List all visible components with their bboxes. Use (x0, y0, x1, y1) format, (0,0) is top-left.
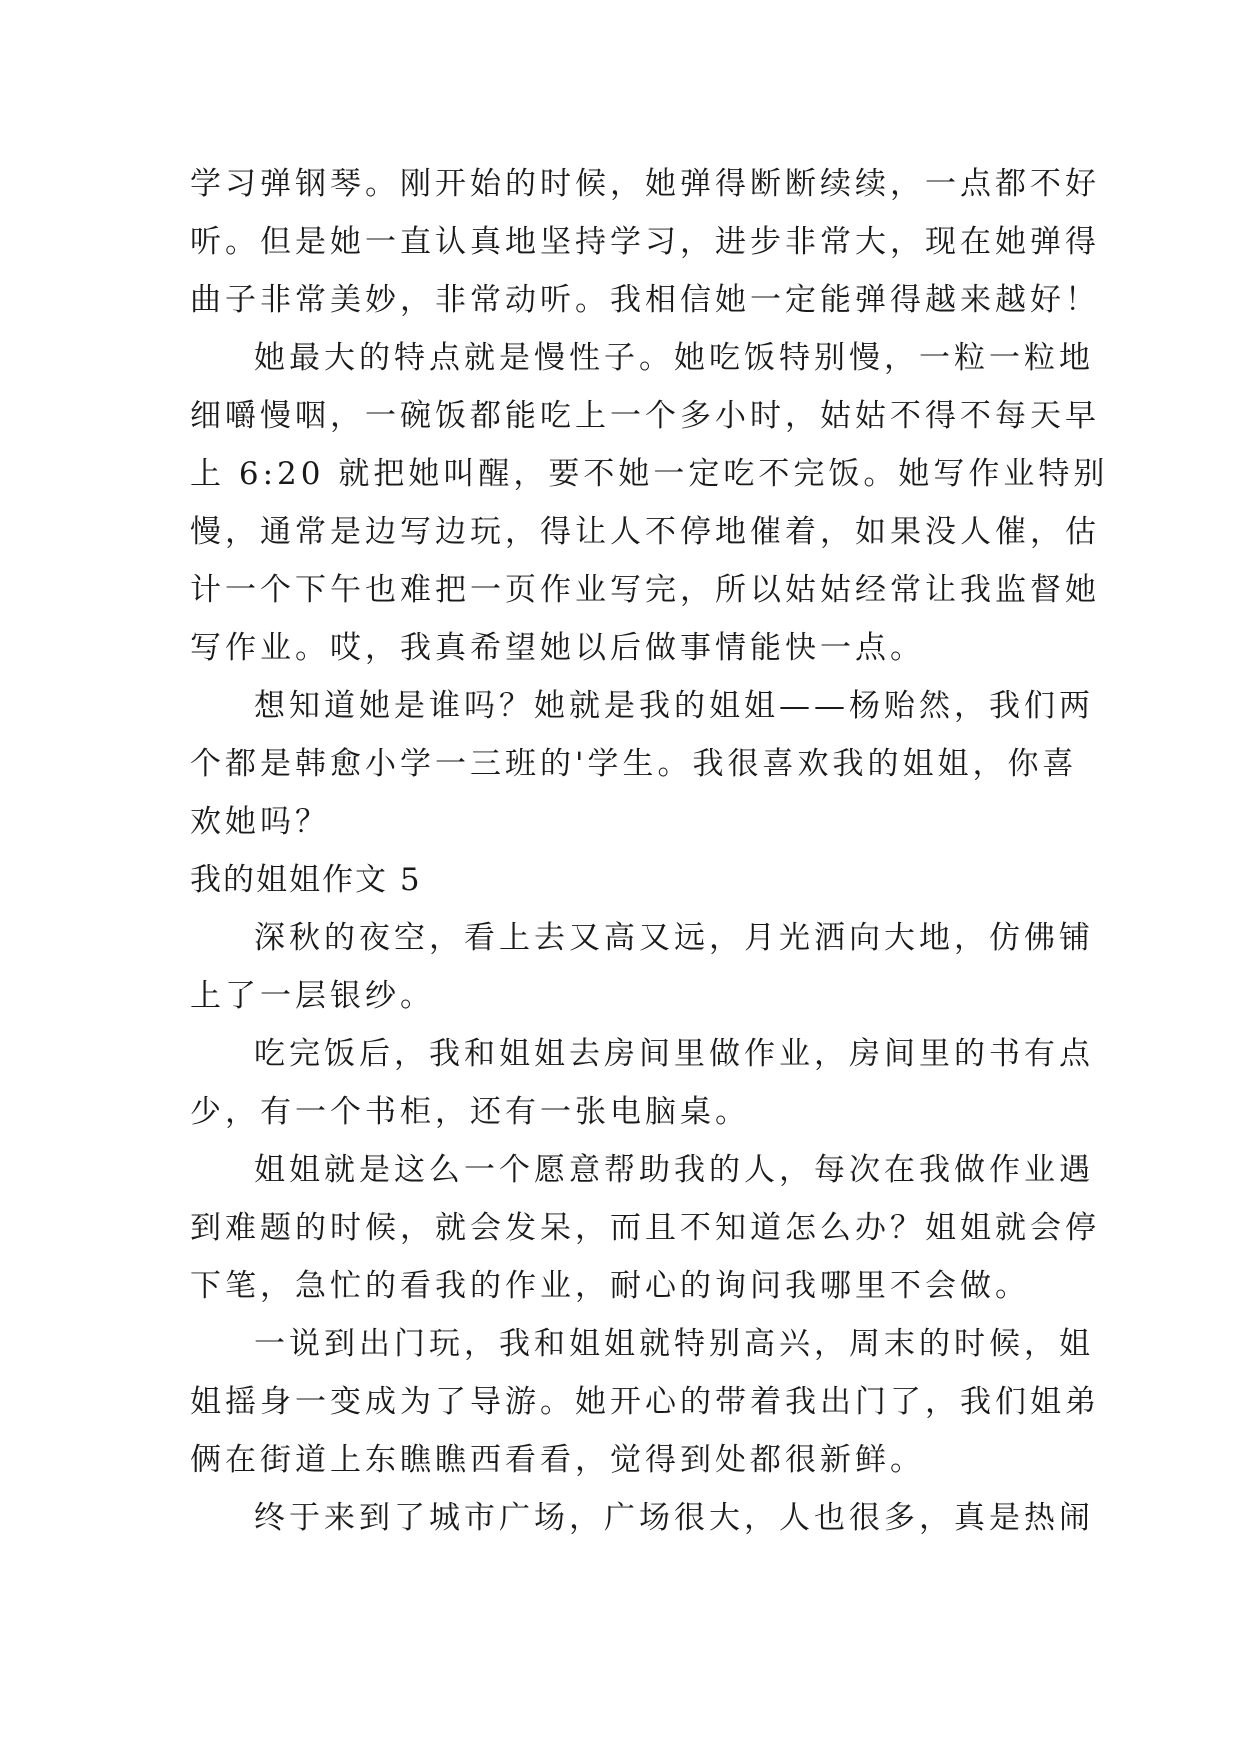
text-line: 个都是韩愈小学一三班的'学生。我很喜欢我的姐姐，你喜 (190, 746, 1078, 782)
text-line: 姐姐就是这么一个愿意帮助我的人，每次在我做作业遇 (254, 1152, 1094, 1188)
text-line: 一说到出门玩，我和姐姐就特别高兴，周末的时候，姐 (254, 1326, 1094, 1362)
text-line: 计一个下午也难把一页作业写完，所以姑姑经常让我监督她 (190, 572, 1100, 608)
text-line: 想知道她是谁吗？她就是我的姐姐——杨贻然，我们两 (254, 688, 1094, 724)
text-line: 欢她吗？ (190, 804, 330, 840)
text-line: 慢，通常是边写边玩，得让人不停地催着，如果没人催，估 (190, 514, 1100, 550)
text-line: 深秋的夜空，看上去又高又远，月光洒向大地，仿佛铺 (254, 920, 1094, 956)
text-line: 俩在街道上东瞧瞧西看看，觉得到处都很新鲜。 (190, 1442, 925, 1478)
text-line: 到难题的时候，就会发呆，而且不知道怎么办？姐姐就会停 (190, 1210, 1100, 1246)
text-line: 听。但是她一直认真地坚持学习，进步非常大，现在她弹得 (190, 224, 1100, 260)
text-line: 学习弹钢琴。刚开始的时候，她弹得断断续续，一点都不好 (190, 166, 1100, 202)
text-line: 少，有一个书柜，还有一张电脑桌。 (190, 1094, 750, 1130)
section-heading: 我的姐姐作文 5 (190, 862, 422, 898)
text-line: 上 6:20 就把她叫醒，要不她一定吃不完饭。她写作业特别 (190, 456, 1109, 492)
text-line: 下笔，急忙的看我的作业，耐心的询问我哪里不会做。 (190, 1268, 1030, 1304)
text-line: 姐摇身一变成为了导游。她开心的带着我出门了，我们姐弟 (190, 1384, 1100, 1420)
text-line: 她最大的特点就是慢性子。她吃饭特别慢，一粒一粒地 (254, 340, 1094, 376)
document-body (190, 155, 1109, 1547)
text-line: 细嚼慢咽，一碗饭都能吃上一个多小时，姑姑不得不每天早 (190, 398, 1100, 434)
text-line: 终于来到了城市广场，广场很大，人也很多，真是热闹 (254, 1500, 1094, 1536)
text-line: 写作业。哎，我真希望她以后做事情能快一点。 (190, 630, 925, 666)
text-line: 吃完饭后，我和姐姐去房间里做作业，房间里的书有点 (254, 1036, 1094, 1072)
text-line: 上了一层银纱。 (190, 978, 435, 1014)
text-line: 曲子非常美妙，非常动听。我相信她一定能弹得越来越好！ (190, 282, 1100, 318)
